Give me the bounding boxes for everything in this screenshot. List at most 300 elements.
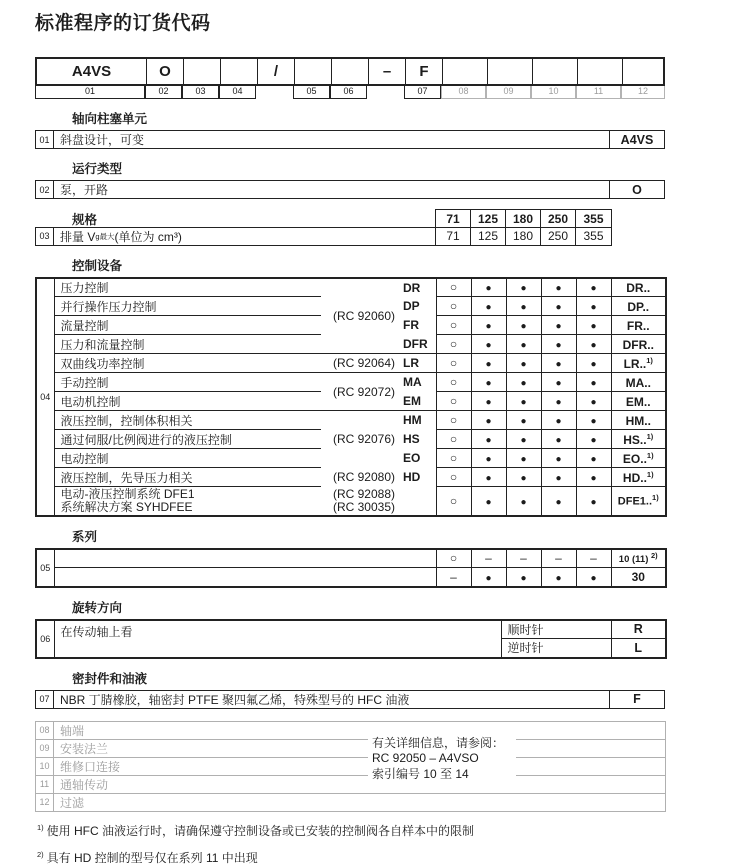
size-col: 125 xyxy=(471,210,506,227)
availability-cell xyxy=(506,487,541,516)
availability-cell xyxy=(541,487,576,516)
availability-cell xyxy=(576,373,611,392)
code-num: 04 xyxy=(219,86,256,99)
series-label-empty xyxy=(54,568,436,587)
extra-row xyxy=(36,721,666,739)
ordering-code-boxes xyxy=(35,57,665,86)
availability-cell xyxy=(576,354,611,373)
rc-reference: (RC 92064) xyxy=(321,354,403,373)
availability-cell xyxy=(576,468,611,487)
open-circle-icon: ○ xyxy=(449,375,458,389)
availability-cell xyxy=(541,430,576,449)
row-number: 11 xyxy=(36,775,54,793)
availability-cell xyxy=(541,392,576,411)
availability-cell xyxy=(541,316,576,335)
availability-cell xyxy=(541,411,576,430)
control-code: HS xyxy=(403,432,420,446)
result-code: 10 (11) xyxy=(618,554,649,566)
size-value: 180 xyxy=(506,228,541,245)
control-row xyxy=(36,430,666,449)
result-code: HS.. xyxy=(623,432,647,447)
control-label-line1: 电动-液压控制系统 DFE1 xyxy=(60,486,195,501)
result-code: MA.. xyxy=(625,375,651,390)
filled-circle-icon: ● xyxy=(590,378,597,389)
control-row xyxy=(36,487,666,516)
series-label-empty xyxy=(54,549,436,568)
availability-cell xyxy=(436,335,471,354)
section-header-control: 控制设备 xyxy=(72,258,123,273)
open-circle-icon: ○ xyxy=(449,299,458,313)
code-num: 02 xyxy=(145,86,182,99)
row-03 xyxy=(35,227,665,246)
filled-circle-icon: ● xyxy=(555,321,562,332)
code-cell xyxy=(623,59,667,84)
control-label: 电动机控制 xyxy=(54,392,321,411)
filled-circle-icon: ● xyxy=(590,359,597,370)
filled-circle-icon: ● xyxy=(520,496,527,508)
filled-circle-icon: ● xyxy=(555,378,562,389)
code-cell-slash: / xyxy=(258,59,295,84)
code-cell-dash: – xyxy=(369,59,406,84)
code-cell xyxy=(332,59,369,84)
control-row xyxy=(36,468,666,487)
result-code: 30 xyxy=(631,570,645,585)
availability-cell xyxy=(541,297,576,316)
filled-circle-icon: ● xyxy=(590,435,597,446)
row-code: F xyxy=(609,691,664,708)
control-code: HD xyxy=(403,470,421,484)
filled-circle-icon: ● xyxy=(590,397,597,408)
filled-circle-icon: ● xyxy=(485,473,492,484)
control-label: 并行操作压力控制 xyxy=(54,297,321,316)
size-header-row xyxy=(35,209,665,228)
rc-reference: (RC 92076) xyxy=(332,432,395,446)
extra-row xyxy=(36,739,666,757)
filled-circle-icon: ● xyxy=(555,397,562,408)
availability-cell xyxy=(471,411,506,430)
availability-cell xyxy=(506,335,541,354)
row-number: 08 xyxy=(36,721,54,739)
filled-circle-icon: ● xyxy=(485,416,492,427)
rc-reference: (RC 92060) xyxy=(321,278,403,354)
result-sup: 1) xyxy=(646,450,654,460)
rc-line1: (RC 92088) xyxy=(332,486,395,501)
filled-circle-icon: ● xyxy=(590,496,597,508)
availability-cell xyxy=(436,297,471,316)
size-col: 250 xyxy=(541,210,576,227)
ordering-code-grid xyxy=(35,57,750,99)
size-value: 71 xyxy=(436,228,471,245)
availability-cell xyxy=(506,468,541,487)
row-number: 10 xyxy=(36,757,54,775)
availability-cell xyxy=(471,449,506,468)
availability-cell xyxy=(471,487,506,516)
filled-circle-icon: ● xyxy=(555,473,562,484)
control-result xyxy=(611,373,666,392)
ordering-code-numbers xyxy=(35,86,665,99)
control-code: LR xyxy=(403,354,436,373)
availability-cell xyxy=(436,549,471,568)
code-cell xyxy=(221,59,258,84)
availability-cell xyxy=(436,487,471,516)
availability-cell xyxy=(436,430,471,449)
availability-cell xyxy=(471,568,506,587)
result-code: DR.. xyxy=(626,280,651,295)
row-label: NBR 丁腈橡胶，轴密封 PTFE 聚四氟乙烯，特殊型号的 HFC 油液 xyxy=(60,692,410,707)
code-num-gap xyxy=(367,86,404,99)
size-col: 180 xyxy=(506,210,541,227)
filled-circle-icon: ● xyxy=(520,340,527,351)
result-sup: 1) xyxy=(652,493,659,503)
filled-circle-icon: ● xyxy=(485,302,492,313)
availability-cell xyxy=(506,297,541,316)
footnote-marker: 2) xyxy=(37,849,44,859)
row-number: 12 xyxy=(36,793,54,811)
control-code: FR xyxy=(403,318,419,332)
availability-cell xyxy=(436,278,471,297)
control-label-line2: 系统解决方案 SYHDFEE xyxy=(60,499,193,514)
availability-cell xyxy=(436,411,471,430)
result-code: EO.. xyxy=(622,451,647,466)
control-label: 液压控制，控制体积相关 xyxy=(54,411,321,430)
availability-cell xyxy=(541,278,576,297)
extra-row xyxy=(36,793,666,811)
availability-cell xyxy=(471,316,506,335)
code-num: 07 xyxy=(404,86,441,99)
availability-cell xyxy=(576,335,611,354)
control-code: EO xyxy=(403,451,421,465)
availability-cell xyxy=(506,449,541,468)
size-value: 125 xyxy=(471,228,506,245)
filled-circle-icon: ● xyxy=(485,397,492,408)
filled-circle-icon: ● xyxy=(485,496,492,508)
row-label: 泵，开路 xyxy=(60,183,109,197)
footnote-2 xyxy=(37,849,750,866)
availability-cell xyxy=(576,278,611,297)
filled-circle-icon: ● xyxy=(590,416,597,427)
open-circle-icon: ○ xyxy=(449,318,458,332)
control-label xyxy=(54,487,321,516)
filled-circle-icon: ● xyxy=(590,473,597,484)
availability-cell: – xyxy=(506,549,541,568)
control-result xyxy=(611,316,666,335)
row-03-left xyxy=(35,227,435,246)
availability-cell xyxy=(436,468,471,487)
control-result xyxy=(611,297,666,316)
row-number: 03 xyxy=(36,228,54,245)
control-row xyxy=(36,411,666,430)
control-code: HM xyxy=(403,413,422,428)
filled-circle-icon: ● xyxy=(485,572,492,584)
code-cell xyxy=(184,59,221,84)
code-num: 08 xyxy=(441,86,486,99)
code-cell xyxy=(533,59,578,84)
availability-cell xyxy=(576,411,611,430)
filled-circle-icon: ● xyxy=(520,473,527,484)
code-cell xyxy=(295,59,332,84)
code-cell: A4VS xyxy=(37,59,147,84)
rotation-label: 在传动轴上看 xyxy=(60,624,133,639)
code-cell xyxy=(488,59,533,84)
availability-cell xyxy=(541,373,576,392)
rc-line2: (RC 30035) xyxy=(332,499,395,514)
control-code: DR xyxy=(403,280,421,295)
availability-cell xyxy=(471,354,506,373)
result-sup: 2) xyxy=(651,551,658,561)
open-circle-icon: ○ xyxy=(449,337,458,351)
availability-cell xyxy=(436,373,471,392)
filled-circle-icon: ● xyxy=(590,454,597,465)
row-label: 斜盘设计，可变 xyxy=(60,133,145,147)
availability-cell xyxy=(506,278,541,297)
filled-circle-icon: ● xyxy=(555,283,562,295)
filled-circle-icon: ● xyxy=(520,321,527,332)
filled-circle-icon: ● xyxy=(555,359,562,370)
row-label xyxy=(54,228,435,245)
series-table xyxy=(35,548,667,588)
open-circle-icon: ○ xyxy=(449,451,458,465)
filled-circle-icon: ● xyxy=(555,435,562,446)
filled-circle-icon: ● xyxy=(520,359,527,370)
series-row xyxy=(36,568,666,587)
note-line: 有关详细信息，请参阅： xyxy=(372,735,505,750)
availability-cell xyxy=(506,392,541,411)
rotation-code: L xyxy=(611,639,666,658)
control-result xyxy=(611,468,666,487)
open-circle-icon: ○ xyxy=(449,493,458,508)
rc-reference: (RC 92072) xyxy=(321,373,403,411)
filled-circle-icon: ● xyxy=(520,283,527,295)
availability-cell xyxy=(576,449,611,468)
rotation-table xyxy=(35,619,667,659)
row-02 xyxy=(35,180,665,199)
control-result xyxy=(611,354,666,373)
row-number: 05 xyxy=(36,549,54,587)
row-number: 09 xyxy=(36,739,54,757)
section-header-unit: 轴向柱塞单元 xyxy=(72,112,148,126)
extra-options-block xyxy=(35,721,665,812)
footnote-text: 使用 HFC 油液运行时，请确保遵守控制设备或已安装的控制阀各自样本中的限制 xyxy=(46,823,475,838)
filled-circle-icon: ● xyxy=(520,454,527,465)
control-code: DFR xyxy=(403,335,436,354)
note-line: 索引编号 10 至 14 xyxy=(372,766,469,781)
footnote-marker: 1) xyxy=(37,822,44,832)
filled-circle-icon: ● xyxy=(485,435,492,446)
availability-cell xyxy=(436,449,471,468)
availability-cell xyxy=(506,354,541,373)
availability-cell xyxy=(541,354,576,373)
control-label: 液压控制，先导压力相关 xyxy=(54,468,321,487)
code-cell xyxy=(578,59,623,84)
code-num: 10 xyxy=(531,86,576,99)
row-number: 01 xyxy=(36,131,54,148)
row-label: 维修口连接 xyxy=(54,757,666,775)
size-col: 355 xyxy=(583,211,604,226)
control-devices-table xyxy=(35,277,667,517)
rotation-direction: 顺时针 xyxy=(501,620,611,639)
availability-cell xyxy=(506,568,541,587)
availability-cell xyxy=(576,297,611,316)
control-result xyxy=(611,449,666,468)
control-code: EM xyxy=(403,392,436,411)
filled-circle-icon: ● xyxy=(555,302,562,313)
section-header-operation: 运行类型 xyxy=(72,162,123,176)
availability-cell xyxy=(471,468,506,487)
code-num: 05 xyxy=(293,86,330,99)
control-result xyxy=(611,335,666,354)
filled-circle-icon: ● xyxy=(485,454,492,465)
row-number: 07 xyxy=(36,691,54,708)
filled-circle-icon: ● xyxy=(590,321,597,332)
filled-circle-icon: ● xyxy=(485,340,492,351)
reference-note xyxy=(368,734,516,785)
result-sup: 1) xyxy=(646,355,653,365)
control-row xyxy=(36,449,666,468)
open-circle-icon: ○ xyxy=(449,394,458,408)
availability-cell xyxy=(576,568,611,587)
filled-circle-icon: ● xyxy=(520,397,527,408)
row-number: 04 xyxy=(36,278,54,516)
control-code xyxy=(403,487,436,516)
control-label: 双曲线功率控制 xyxy=(54,354,321,373)
series-result xyxy=(611,568,666,587)
row-label: 轴端 xyxy=(54,721,666,739)
filled-circle-icon: ● xyxy=(590,302,597,313)
control-row xyxy=(36,373,666,392)
filled-circle-icon: ● xyxy=(485,283,492,295)
open-circle-icon: ○ xyxy=(449,356,458,370)
filled-circle-icon: ● xyxy=(590,340,597,351)
filled-circle-icon: ● xyxy=(590,572,597,584)
availability-cell xyxy=(541,468,576,487)
open-circle-icon: ○ xyxy=(449,470,458,484)
size-value-cells xyxy=(435,227,612,246)
result-code: DFR.. xyxy=(622,337,654,352)
availability-cell: – xyxy=(576,549,611,568)
control-label: 压力和流量控制 xyxy=(54,335,321,354)
section-header-rotation: 旋转方向 xyxy=(72,600,123,615)
size-value: 250 xyxy=(541,228,576,245)
code-num: 12 xyxy=(621,86,665,99)
filled-circle-icon: ● xyxy=(555,496,562,508)
filled-circle-icon: ● xyxy=(520,302,527,313)
row-label: 安装法兰 xyxy=(54,739,666,757)
rotation-code: R xyxy=(611,620,666,639)
availability-cell xyxy=(436,316,471,335)
code-num: 09 xyxy=(486,86,531,99)
displacement-label: 排量 V xyxy=(60,229,96,244)
availability-cell xyxy=(436,354,471,373)
control-code: MA xyxy=(403,375,422,390)
row-07 xyxy=(35,690,665,709)
availability-cell xyxy=(436,392,471,411)
availability-cell xyxy=(471,297,506,316)
availability-cell xyxy=(471,430,506,449)
result-sup: 1) xyxy=(646,431,654,441)
control-result xyxy=(611,278,666,297)
footnote-text: 具有 HD 控制的型号仅在系列 11 中出现 xyxy=(46,850,258,865)
section-header-series: 系列 xyxy=(72,529,98,544)
footnote-1 xyxy=(37,822,750,839)
row-01 xyxy=(35,130,665,149)
control-label: 电动控制 xyxy=(54,449,321,468)
availability-cell xyxy=(541,568,576,587)
availability-cell xyxy=(471,278,506,297)
availability-cell: – xyxy=(541,549,576,568)
displacement-unit: (单位为 cm³) xyxy=(114,229,182,244)
rc-reference xyxy=(321,487,403,516)
control-label: 手动控制 xyxy=(54,373,321,392)
series-row xyxy=(36,549,666,568)
control-label: 流量控制 xyxy=(54,316,321,335)
code-num: 06 xyxy=(330,86,367,99)
availability-cell xyxy=(576,430,611,449)
section-header-size: 规格 xyxy=(72,212,98,227)
filled-circle-icon: ● xyxy=(590,283,597,295)
filled-circle-icon: ● xyxy=(485,321,492,332)
row-number: 02 xyxy=(36,181,54,198)
result-code: DP.. xyxy=(627,299,650,314)
control-row xyxy=(36,278,666,297)
result-code: HM.. xyxy=(625,413,651,428)
open-circle-icon: ○ xyxy=(449,551,458,566)
availability-cell xyxy=(576,392,611,411)
section-header-seals: 密封件和油液 xyxy=(72,671,148,686)
code-num: 03 xyxy=(182,86,219,99)
availability-cell xyxy=(541,335,576,354)
availability-cell xyxy=(506,430,541,449)
page-title: 标准程序的订货代码 xyxy=(35,13,211,34)
control-label: 压力控制 xyxy=(54,278,321,297)
control-result xyxy=(611,487,666,516)
open-circle-icon: ○ xyxy=(449,432,458,446)
filled-circle-icon: ● xyxy=(520,572,527,584)
availability-cell xyxy=(576,487,611,516)
result-code: HD.. xyxy=(622,470,647,485)
result-code: DFE1.. xyxy=(617,496,653,509)
row-number: 06 xyxy=(36,620,54,658)
filled-circle-icon: ● xyxy=(520,435,527,446)
extra-row xyxy=(36,757,666,775)
filled-circle-icon: ● xyxy=(520,416,527,427)
filled-circle-icon: ● xyxy=(485,378,492,389)
rc-reference xyxy=(321,449,403,468)
filled-circle-icon: ● xyxy=(555,416,562,427)
availability-cell xyxy=(471,335,506,354)
code-cell xyxy=(443,59,488,84)
availability-cell xyxy=(506,411,541,430)
rc-reference xyxy=(321,411,403,430)
note-line: RC 92050 – A4VSO xyxy=(372,751,479,765)
code-num: 01 xyxy=(35,86,145,99)
filled-circle-icon: ● xyxy=(555,454,562,465)
filled-circle-icon: ● xyxy=(555,340,562,351)
code-num: 11 xyxy=(576,86,621,99)
control-result xyxy=(611,392,666,411)
availability-cell xyxy=(541,449,576,468)
availability-cell xyxy=(471,373,506,392)
row-code: O xyxy=(609,181,664,198)
availability-cell: – xyxy=(436,568,471,587)
filled-circle-icon: ● xyxy=(555,572,562,584)
rc-reference: (RC 92080) xyxy=(332,470,395,484)
row-code: A4VS xyxy=(609,131,664,148)
displacement-subscript: g最大 xyxy=(95,231,115,241)
open-circle-icon: ○ xyxy=(449,413,458,427)
code-num-gap xyxy=(256,86,293,99)
size-header-cells xyxy=(435,209,612,228)
result-code: LR.. xyxy=(623,356,647,371)
